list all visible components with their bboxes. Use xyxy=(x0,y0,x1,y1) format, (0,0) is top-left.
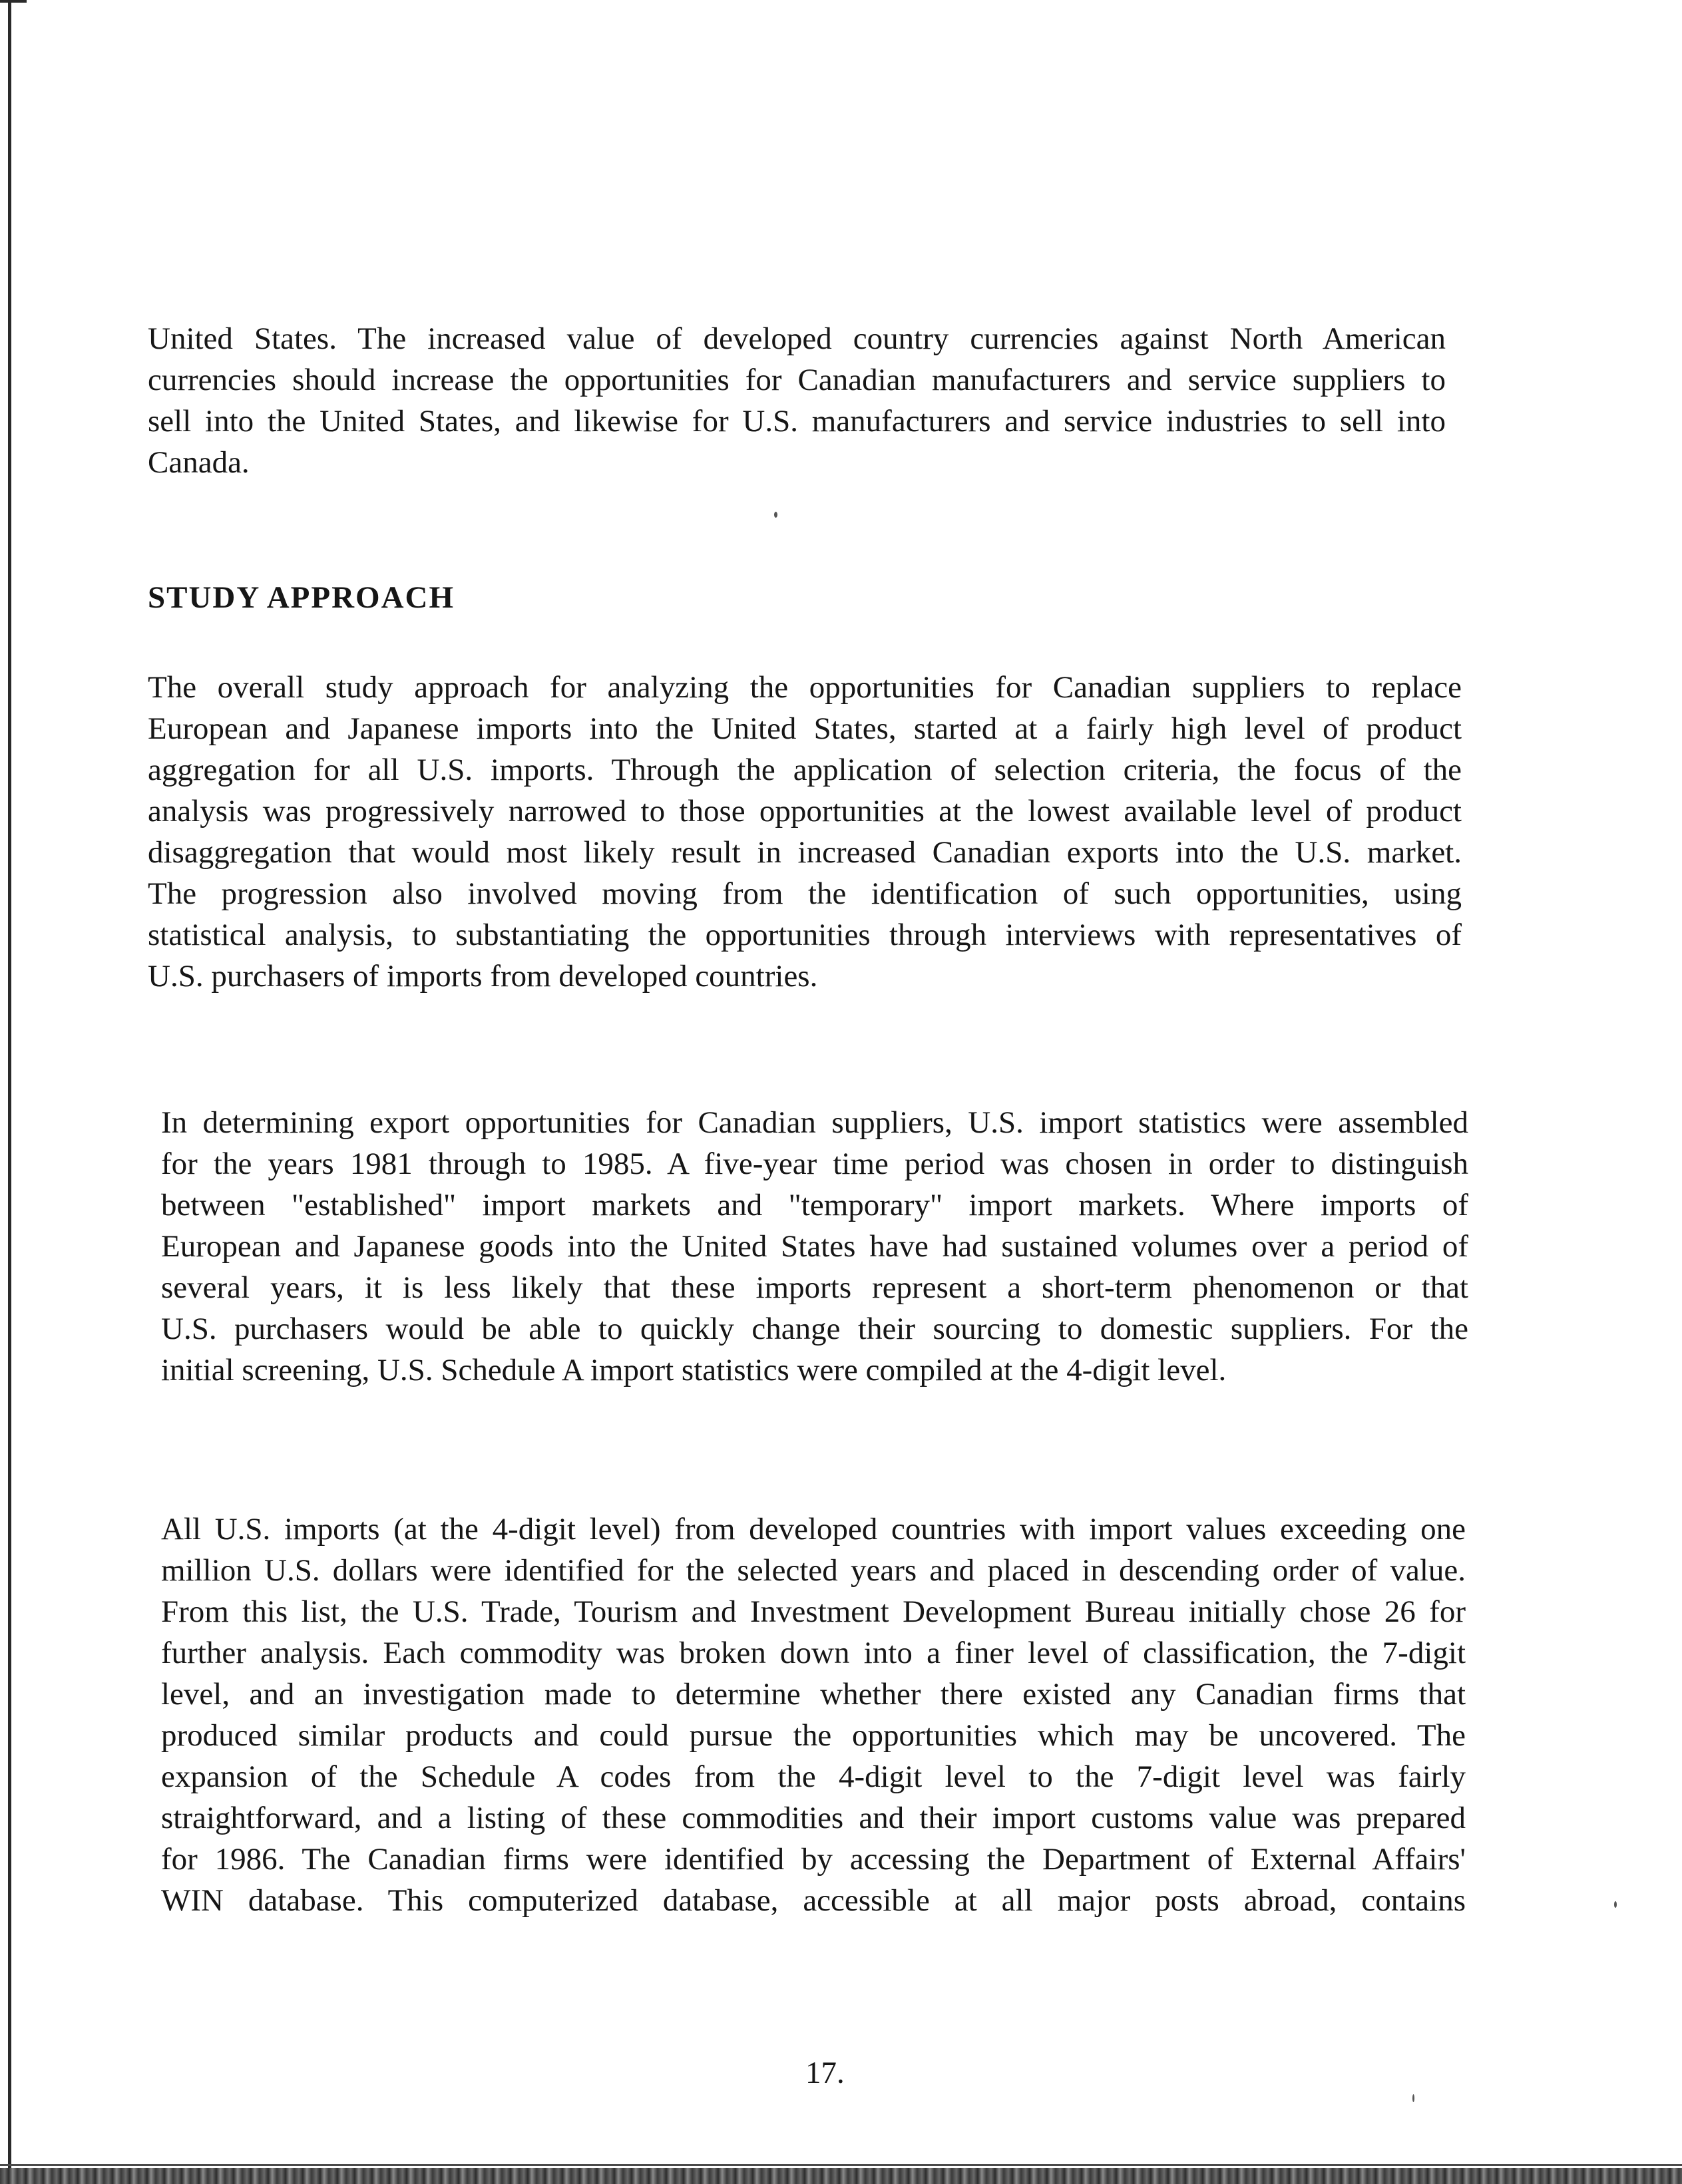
paragraph-line: sell into the United States, and likewise for U.S. manufacturers and service industries to sell into xyxy=(148,404,1446,439)
paragraph-line: statistical analysis, to substantiating the opportunities through interviews with representatives of xyxy=(148,918,1462,952)
paragraph-line: From this list, the U.S. Trade, Tourism and Investment Development Bureau initially chose 26 for xyxy=(161,1594,1466,1629)
paragraph-line: level, and an investigation made to determine whether there existed any Canadian firms that xyxy=(161,1677,1466,1712)
section-heading: STUDY APPROACH xyxy=(148,580,455,615)
paragraph-line: U.S. purchasers of imports from developed countries. xyxy=(148,959,818,994)
paragraph-line: million U.S. dollars were identified for the selected years and placed in descending order of value. xyxy=(161,1553,1466,1588)
paragraph-line: several years, it is less likely that these imports represent a short-term phenomenon or that xyxy=(161,1270,1468,1305)
paragraph-line: produced similar products and could pursue the opportunities which may be uncovered. The xyxy=(161,1718,1466,1753)
scan-speck xyxy=(774,512,777,518)
paragraph-determining xyxy=(161,1102,1468,1391)
paragraph-line: U.S. purchasers would be able to quickly change their sourcing to domestic suppliers. For the xyxy=(161,1312,1468,1346)
paragraph-line: initial screening, U.S. Schedule A import statistics were compiled at the 4-digit level. xyxy=(161,1353,1227,1387)
paragraph-approach xyxy=(148,667,1462,997)
paragraph-line: In determining export opportunities for Canadian suppliers, U.S. import statistics were assembled xyxy=(161,1105,1468,1140)
scan-speck xyxy=(1412,2094,1414,2102)
paragraph-line: The progression also involved moving from the identification of such opportunities, using xyxy=(148,876,1462,911)
paragraph-line: straightforward, and a listing of these commodities and their import customs value was prepared xyxy=(161,1801,1466,1835)
paragraph-line: further analysis. Each commodity was broken down into a finer level of classification, the 7-digit xyxy=(161,1636,1466,1670)
paragraph-intro xyxy=(148,318,1446,483)
paragraph-line: for 1986. The Canadian firms were identified by accessing the Department of External Affairs' xyxy=(161,1842,1466,1877)
paragraph-line: The overall study approach for analyzing the opportunities for Canadian suppliers to replace xyxy=(148,670,1462,705)
paragraph-imports xyxy=(161,1509,1466,1921)
scan-edge-top xyxy=(0,0,27,3)
scan-speck xyxy=(1614,1901,1617,1908)
paragraph-line: analysis was progressively narrowed to those opportunities at the lowest available level of product xyxy=(148,794,1462,828)
scan-edge-left xyxy=(8,0,11,2184)
page-number: 17. xyxy=(805,2056,845,2090)
paragraph-line: aggregation for all U.S. imports. Through the application of selection criteria, the focus of the xyxy=(148,753,1462,787)
scan-edge-bottom-line xyxy=(0,2164,1682,2166)
paragraph-line: European and Japanese goods into the United States have had sustained volumes over a period of xyxy=(161,1229,1468,1264)
scan-edge-bottom xyxy=(0,2168,1682,2184)
paragraph-line: WIN database. This computerized database, accessible at all major posts abroad, contains xyxy=(161,1883,1466,1918)
paragraph-line: between "established" import markets and "temporary" import markets. Where imports of xyxy=(161,1188,1468,1222)
paragraph-line: currencies should increase the opportunities for Canadian manufacturers and service suppliers to xyxy=(148,363,1446,397)
paragraph-line: Canada. xyxy=(148,445,250,480)
paragraph-line: All U.S. imports (at the 4-digit level) from developed countries with import values exceeding one xyxy=(161,1512,1466,1547)
paragraph-line: European and Japanese imports into the United States, started at a fairly high level of product xyxy=(148,711,1462,746)
section-heading-container xyxy=(148,580,455,616)
paragraph-line: disaggregation that would most likely result in increased Canadian exports into the U.S. market. xyxy=(148,835,1462,870)
paragraph-line: expansion of the Schedule A codes from the 4-digit level to the 7-digit level was fairly xyxy=(161,1759,1466,1794)
paragraph-line: for the years 1981 through to 1985. A five-year time period was chosen in order to distinguish xyxy=(161,1147,1468,1181)
paragraph-line: United States. The increased value of developed country currencies against North American xyxy=(148,321,1446,356)
